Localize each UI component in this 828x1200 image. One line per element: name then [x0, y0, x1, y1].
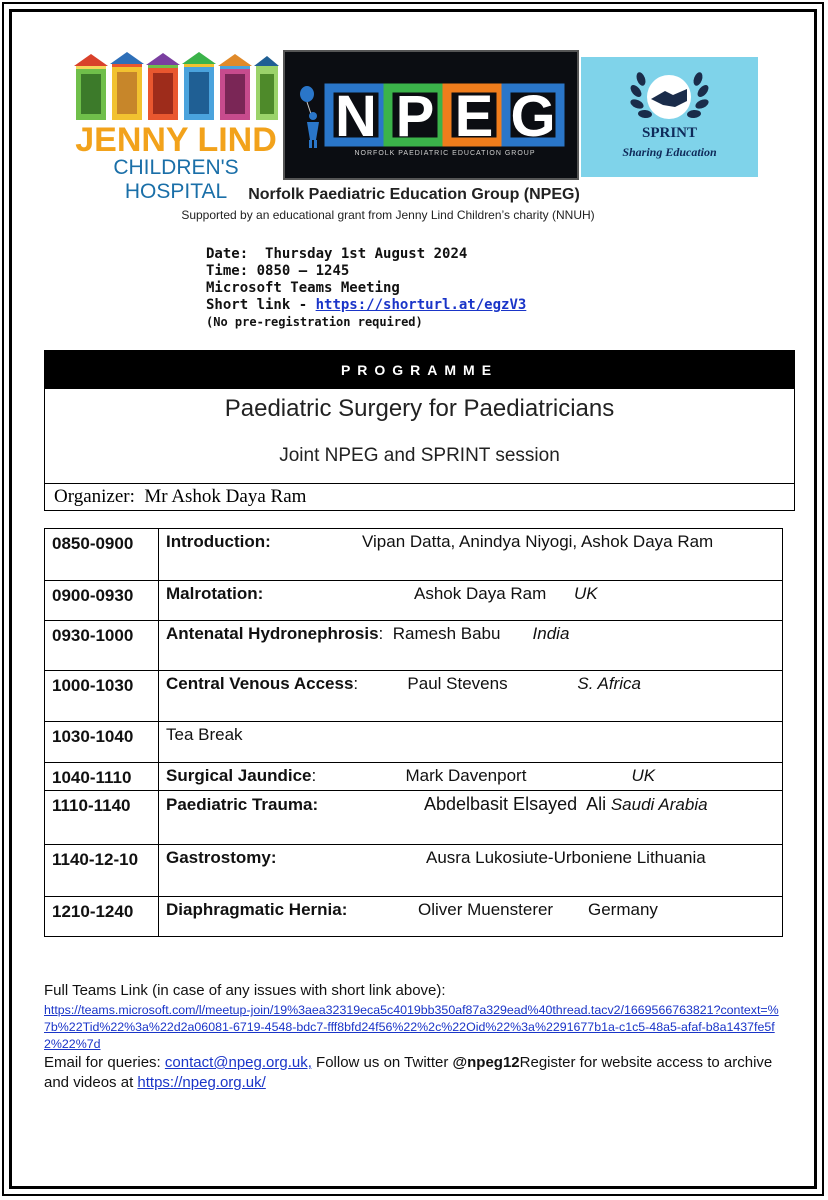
session-title: Central Venous Access	[166, 674, 354, 693]
email-link[interactable]: contact@npeg.org.uk,	[164, 1054, 312, 1071]
session-country: Germany	[588, 900, 658, 919]
session-time: 0900-0930	[45, 581, 159, 621]
platform: Microsoft Teams Meeting	[206, 280, 400, 296]
session-time: 1030-1040	[45, 722, 159, 763]
npeg-logo	[283, 50, 579, 180]
programme-banner: PROGRAMME	[45, 351, 794, 389]
session-speaker: Paul Stevens	[407, 674, 508, 693]
short-link[interactable]: https://shorturl.at/egzV3	[315, 297, 527, 313]
session-speaker: Ashok Daya Ram	[414, 584, 547, 603]
table-row	[45, 897, 783, 937]
session-title: Gastrostomy:	[166, 848, 277, 867]
session-speaker: Vipan Datta, Anindya Niyogi, Ashok Daya Ram	[362, 532, 714, 551]
table-row	[45, 845, 783, 897]
session-speaker: Ausra Lukosiute-Urboniene Lithuania	[426, 848, 706, 867]
session-country: Saudi Arabia	[610, 795, 708, 814]
programme-title: Paediatric Surgery for Paediatricians	[224, 395, 615, 422]
session-colon: :	[353, 674, 359, 693]
date-label: Date:	[206, 246, 249, 262]
contact-line	[44, 1053, 784, 1093]
session-time: 1000-1030	[45, 671, 159, 722]
programme-subtitle: Joint NPEG and SPRINT session	[279, 445, 560, 466]
session-title: Surgical Jaundice	[166, 766, 312, 785]
register-text: Register for website access to archive and videos at	[44, 1054, 773, 1091]
registration-note: (No pre-registration required)	[206, 315, 423, 329]
jenny-lind-title: JENNY LIND	[75, 121, 277, 159]
session-colon: :	[311, 766, 317, 785]
session-country: India	[532, 624, 570, 643]
time-label: Time:	[206, 263, 249, 279]
organizer-line	[45, 483, 794, 511]
sprint-word: SPRINT	[641, 125, 697, 141]
table-row	[45, 791, 783, 845]
jenny-lind-subtitle: CHILDREN'S HOSPITAL	[113, 156, 239, 203]
organizer-label: Organizer:	[54, 486, 135, 507]
full-teams-link[interactable]: https://teams.microsoft.com/l/meetup-join/19%3aea32319eca5c4019bb350af87a329ead%40thread.tacv2/1669566763821?context=%7b%22Tid%22%3a%22d2a06081-6719-4548-bdc7-fff8bfd24f56%22%2c%22Oid%22%3a%2291677b1a-c1c5-48a5-afaf-b8a1437fe5f2%22%7d	[44, 1003, 779, 1051]
table-row	[45, 722, 783, 763]
email-label: Email for queries:	[44, 1054, 161, 1071]
jenny-lind-logo	[68, 52, 284, 203]
sprint-tagline: Sharing Education	[622, 145, 717, 159]
session-speaker: Oliver Muensterer	[418, 900, 554, 919]
npeg-letter-g: G	[510, 84, 556, 149]
follow-text: Follow us on Twitter	[316, 1054, 449, 1071]
npeg-letter-e: E	[454, 84, 494, 149]
event-details	[206, 246, 526, 331]
session-time: 1110-1140	[45, 791, 159, 845]
npeg-letter-n: N	[335, 84, 377, 149]
session-title: Paediatric Trauma:	[166, 795, 319, 814]
organizer-name: Mr Ashok Daya Ram	[144, 486, 307, 507]
short-link-label: Short link -	[206, 297, 308, 313]
npeg-emblem	[285, 52, 577, 178]
session-country: UK	[631, 766, 656, 785]
session-time: 1140-12-10	[45, 845, 159, 897]
session-country: UK	[574, 584, 598, 603]
session-title: Antenatal Hydronephrosis	[166, 624, 379, 643]
session-time: 0930-1000	[45, 621, 159, 671]
footer	[44, 981, 784, 1093]
programme-box	[44, 350, 795, 511]
twitter-handle[interactable]: @npeg12	[452, 1054, 520, 1071]
table-row	[45, 671, 783, 722]
table-row	[45, 763, 783, 791]
table-row	[45, 581, 783, 621]
npeg-fullname: NORFOLK PAEDIATRIC EDUCATION GROUP	[354, 150, 536, 157]
website-link[interactable]: https://npeg.org.uk/	[137, 1074, 266, 1091]
npeg-letter-p: P	[395, 84, 435, 149]
session-title: Malrotation:	[166, 584, 264, 603]
sprint-logo	[581, 57, 758, 177]
table-row	[45, 529, 783, 581]
date-value: Thursday 1st August 2024	[265, 246, 468, 262]
session-country: S. Africa	[577, 674, 642, 693]
org-name: Norfolk Paediatric Education Group (NPEG)	[248, 186, 580, 203]
time-value: 0850 – 1245	[256, 263, 350, 279]
session-title: Introduction:	[166, 532, 271, 551]
schedule-table	[44, 528, 783, 937]
balloon-child-icon	[300, 86, 319, 148]
laurel-handshake-icon	[581, 57, 758, 127]
session-speaker: Abdelbasit Elsayed Ali	[424, 794, 607, 814]
full-link-intro: Full Teams Link (in case of any issues with short link above):	[44, 982, 446, 999]
session-speaker: : Ramesh Babu	[378, 624, 501, 643]
session-time: 1210-1240	[45, 897, 159, 937]
beach-huts-icon	[72, 52, 280, 122]
session-title: Tea Break	[166, 725, 243, 744]
session-title: Diaphragmatic Hernia:	[166, 900, 348, 919]
session-speaker: Mark Davenport	[405, 766, 527, 785]
support-line: Supported by an educational grant from Jenny Lind Children’s charity (NNUH)	[181, 208, 595, 222]
session-time: 1040-1110	[45, 763, 159, 791]
table-row	[45, 621, 783, 671]
session-time: 0850-0900	[45, 529, 159, 581]
